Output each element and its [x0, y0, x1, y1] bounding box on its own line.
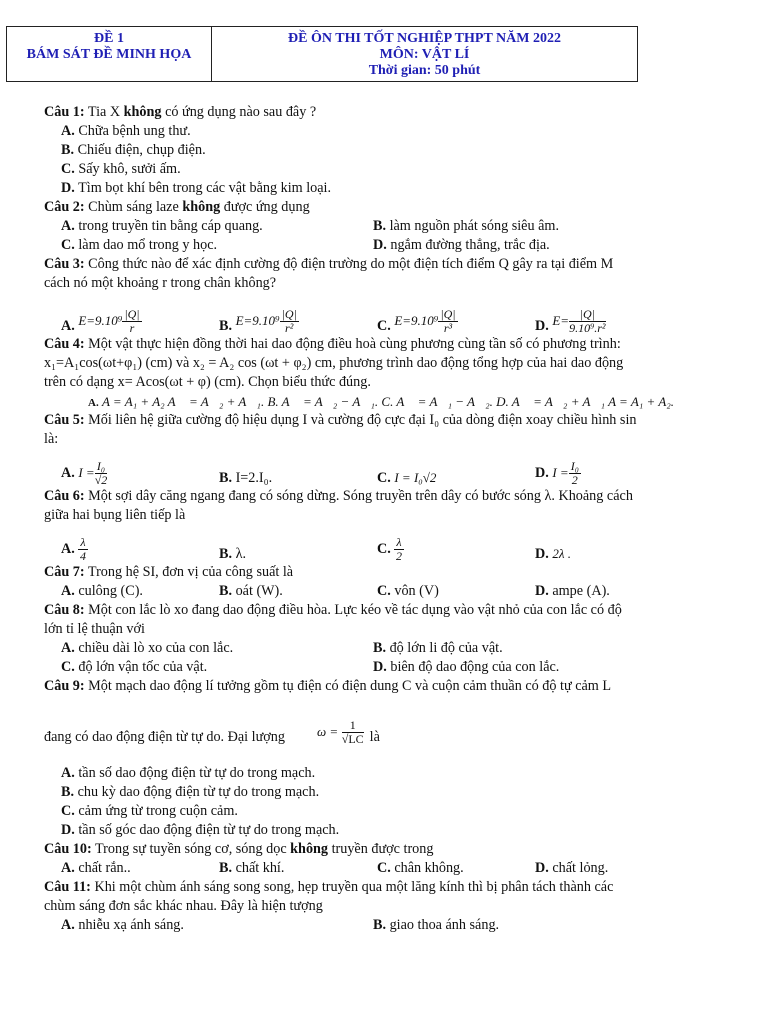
exam-subject: MÔN: VẬT LÍ [379, 47, 470, 62]
question-text: Công thức nào để xác định cường độ điện trường do một điện tích điểm Q gây ra tại điểm M [88, 256, 614, 272]
answer-label: A. [61, 860, 75, 876]
answer-text: trong truyền tin bằng cáp quang. [78, 218, 263, 234]
question-3 [44, 255, 734, 274]
answer-d [535, 546, 693, 563]
answer-c [377, 536, 535, 563]
answer-label: B. [373, 640, 387, 656]
answer-row [44, 639, 734, 658]
answer-label: A. [61, 765, 75, 781]
answer-label: B. [61, 784, 75, 800]
answer-b [219, 582, 377, 601]
question-text-cont: giữa hai bụng liên tiếp là [44, 507, 186, 523]
answer-text: chất khí. [235, 860, 285, 876]
answer-label: C. [377, 318, 391, 334]
answer-text: biên độ dao động của con lắc. [390, 659, 560, 675]
question-number: Câu 3: [44, 256, 85, 272]
formula-lhs: ω = [316, 723, 339, 739]
answer-a [61, 859, 219, 878]
question-number: Câu 1: [44, 104, 85, 120]
spacer [44, 750, 734, 764]
header-right [212, 27, 637, 81]
question-emphasis: không [290, 841, 329, 857]
answer-text: ngắm đường thẳng, trắc địa. [390, 237, 550, 253]
answer-text: Chữa bệnh ung thư. [78, 123, 191, 139]
question-number: Câu 7: [44, 564, 85, 580]
answer-label: A. [61, 640, 75, 656]
exam-tag: BÁM SÁT ĐỀ MINH HỌA [26, 47, 192, 62]
formula-lhs: E=9.10⁹ [394, 312, 439, 328]
answer-label: B. [219, 470, 233, 486]
exam-header [6, 26, 638, 82]
question-number: Câu 8: [44, 602, 85, 618]
fraction [569, 308, 605, 335]
fraction [342, 719, 364, 746]
denominator: 9.10⁹.r² [569, 321, 606, 335]
answer-text: Tìm bọt khí bên trong các vật bằng kim loại. [78, 180, 332, 196]
numerator: |Q| [440, 307, 456, 321]
omega-formula [317, 719, 364, 746]
question-2 [44, 198, 734, 217]
answer-label: C. [61, 237, 75, 253]
numerator: I₀ [570, 459, 579, 473]
question-list [44, 103, 734, 935]
question-number: Câu 5: [44, 412, 85, 428]
answer-label: C. [377, 583, 391, 599]
answer-label: A. [61, 540, 75, 557]
answer-b [219, 546, 377, 563]
question-text: Một sợi dây căng ngang đang có sóng dừng. Sóng truyền trên dây có bước sóng λ. Khoảng cách [88, 488, 633, 504]
denominator: √2 [94, 473, 108, 487]
question-text-cont: trên có dạng x= Acos(ωt + φ) (cm). Chọn biểu thức đúng. [44, 374, 371, 390]
answer-label: D. [61, 822, 75, 838]
numerator: |Q| [281, 307, 297, 321]
answer-row [44, 525, 734, 563]
answer-text: Chiếu điện, chụp điện. [77, 142, 206, 158]
question-number: Câu 11: [44, 879, 91, 895]
denominator: 4 [79, 549, 86, 563]
answer-text: chân không. [394, 860, 464, 876]
question-text: Khi một chùm ánh sáng song song, hẹp truyền qua một lăng kính thì bị phân tách thành các [94, 879, 614, 895]
question-5 [44, 411, 734, 430]
answer-b [373, 916, 685, 935]
answer-label: A. [61, 583, 75, 599]
numerator: λ [396, 535, 402, 549]
question-text-cont: là: [44, 431, 59, 447]
question-text: Một vật thực hiện đồng thời hai dao động điều hoà cùng phương cùng tần số có phương trình: [88, 336, 621, 352]
denominator: 2 [571, 473, 578, 487]
answer-row [44, 859, 734, 878]
numerator: λ [80, 535, 86, 549]
answer-label: A. [61, 123, 75, 139]
answer-d [535, 460, 693, 487]
answer-text: Sấy khô, sưởi ấm. [78, 161, 181, 177]
question-text: Một con lắc lò xo đang dao động điều hòa. Lực kéo về tác dụng vào vật nhỏ của con lắc có độ [88, 602, 622, 618]
answer-b [219, 308, 377, 335]
fraction [95, 460, 108, 487]
answer-formulas: A = A₁ + A₂ A⃗ = A⃗₂ + A⃗₁. B. A⃗ = A⃗₂ − A⃗₁. C. A⃗ = A⃗₁ − A⃗₂. D. A⃗ = A⃗₂ + A⃗₁ A = A₁ + A₂. [101, 394, 675, 409]
answer-text: chất lỏng. [552, 860, 609, 876]
answer-b [373, 639, 685, 658]
formula-lhs: I = [78, 464, 95, 480]
answer-text: làm dao mổ trong y học. [78, 237, 218, 253]
answer-label: D. [373, 659, 387, 675]
question-text-cont: x₁=A₁cos(ωt+φ₁) (cm) và x₂ = A₂ cos (ωt + φ₂) cm, phương trình dao động tổng hợp của hai dao động [44, 355, 624, 371]
question-text-cont [44, 696, 734, 750]
answer-a [61, 460, 219, 487]
answer-options-inline [44, 392, 734, 411]
question-7 [44, 563, 734, 582]
answer-label: D. [61, 180, 75, 196]
answer-row [44, 582, 734, 601]
answer-c [377, 859, 535, 878]
question-8 [44, 601, 734, 620]
question-text-cont: lớn tỉ lệ thuận với [44, 621, 145, 637]
formula-lhs: E=9.10⁹ [235, 312, 280, 328]
question-text: Mối liên hệ giữa cường độ hiệu dụng I và cường độ cực đại I₀ của dòng điện xoay chiều hình sin [88, 412, 637, 428]
answer-c [377, 582, 535, 601]
answer-a [61, 308, 219, 335]
answer-label: B. [373, 917, 387, 933]
question-11 [44, 878, 734, 897]
answer-d [535, 308, 693, 335]
answer-a [61, 639, 373, 658]
answer-text: ampe (A). [552, 583, 610, 599]
answer-label: C. [61, 803, 75, 819]
answer-d [44, 179, 734, 198]
fraction [280, 308, 299, 335]
answer-b [219, 859, 377, 878]
answer-label: D. [535, 546, 549, 562]
answer-text: chu kỳ dao động điện từ tự do trong mạch. [77, 784, 320, 800]
fraction [122, 308, 141, 335]
answer-c [377, 470, 535, 487]
answer-c [44, 802, 734, 821]
answer-a [61, 582, 219, 601]
answer-label: C. [377, 860, 391, 876]
answer-text: tần số góc dao động điện từ tự do trong mạch. [78, 822, 340, 838]
question-9 [44, 677, 734, 696]
answer-c [61, 658, 373, 677]
answer-label: A. [61, 218, 75, 234]
answer-text: chất rắn.. [78, 860, 131, 876]
formula-lhs: E= [552, 312, 570, 328]
question-10 [44, 840, 734, 859]
answer-text: vôn (V) [394, 583, 439, 599]
answer-a [44, 764, 734, 783]
answer-label: B. [61, 142, 75, 158]
question-text: truyền được trong [328, 841, 434, 857]
question-text-cont: cách nó một khoảng r trong chân không? [44, 275, 277, 291]
answer-row [44, 293, 734, 335]
answer-label: D. [535, 318, 549, 334]
fraction [78, 536, 87, 563]
answer-label: A. [61, 464, 75, 481]
question-emphasis: không [182, 199, 221, 215]
question-1 [44, 103, 734, 122]
formula-lhs: I = [552, 464, 569, 480]
answer-a [61, 916, 373, 935]
answer-a [44, 122, 734, 141]
answer-row [44, 916, 734, 935]
answer-c [61, 236, 373, 255]
question-text: Trong hệ SI, đơn vị của công suất là [87, 564, 294, 580]
fraction [569, 460, 581, 487]
exam-number: ĐỀ 1 [94, 31, 124, 46]
answer-label: C. [61, 161, 75, 177]
answer-b [219, 470, 377, 487]
answer-a [61, 536, 219, 563]
answer-text: I = I₀√2 [394, 470, 437, 485]
question-text: Chùm sáng laze [88, 199, 183, 215]
fraction [394, 536, 403, 563]
answer-text: làm nguồn phát sóng siêu âm. [389, 218, 560, 234]
answer-label: A. [61, 318, 75, 334]
question-text: là [369, 729, 380, 745]
answer-label: D. [535, 464, 549, 481]
answer-text: chiều dài lò xo của con lắc. [78, 640, 234, 656]
answer-label: C. [377, 540, 391, 557]
fraction [438, 308, 457, 335]
question-number: Câu 6: [44, 488, 85, 504]
answer-text: giao thoa ánh sáng. [389, 917, 500, 933]
denominator: r² [285, 321, 294, 335]
answer-b [373, 217, 685, 236]
question-number: Câu 10: [44, 841, 92, 857]
answer-label: B. [219, 860, 233, 876]
answer-d [44, 821, 734, 840]
answer-label: D. [535, 860, 549, 876]
question-text-cont: chùm sáng đơn sắc khác nhau. Đây là hiện tượng [44, 898, 323, 914]
answer-c [377, 308, 535, 335]
numerator: I₀ [95, 460, 108, 474]
answer-b [44, 783, 734, 802]
answer-text: độ lớn vận tốc của vật. [78, 659, 208, 675]
answer-d [535, 582, 693, 601]
denominator: r [129, 321, 135, 335]
answer-text: I=2.I₀. [235, 470, 273, 486]
exam-time: Thời gian: 50 phút [368, 63, 481, 78]
answer-row [44, 658, 734, 677]
answer-label: B. [219, 318, 233, 334]
answer-d [535, 859, 693, 878]
answer-text: cảm ứng từ trong cuộn cảm. [78, 803, 238, 819]
numerator: |Q| [124, 307, 140, 321]
numerator: |Q| [569, 308, 605, 322]
answer-label: A. [88, 397, 99, 409]
answer-label: C. [377, 470, 391, 486]
answer-label: B. [219, 546, 233, 562]
question-text: Tia X [87, 104, 124, 120]
answer-label: B. [373, 218, 387, 234]
answer-d [373, 658, 685, 677]
question-6 [44, 487, 734, 506]
answer-label: D. [535, 583, 549, 599]
exam-title: ĐỀ ÔN THI TỐT NGHIỆP THPT NĂM 2022 [288, 31, 561, 46]
answer-text: 2λ . [552, 546, 571, 561]
question-4 [44, 335, 734, 354]
answer-label: A. [61, 917, 75, 933]
answer-a [61, 217, 373, 236]
question-emphasis: không [123, 104, 162, 120]
answer-row [44, 236, 734, 255]
answer-row [44, 449, 734, 487]
answer-label: D. [373, 237, 387, 253]
formula-lhs: E=9.10⁹ [78, 312, 123, 328]
question-text: Một mạch dao động lí tưởng gồm tụ điện có điện dung C và cuộn cảm thuần có độ tự cảm L [88, 678, 612, 694]
answer-text: culông (C). [78, 583, 143, 599]
denominator: r³ [443, 321, 453, 335]
answer-c [44, 160, 734, 179]
answer-text: tần số dao động điện từ tự do trong mạch. [78, 765, 316, 781]
header-left [7, 27, 212, 81]
question-number: Câu 9: [44, 678, 85, 694]
question-text: đang có dao động điện từ tự do. Đại lượng [44, 729, 285, 745]
question-text: được ứng dụng [220, 199, 310, 215]
answer-row [44, 217, 734, 236]
denominator: √LC [341, 732, 364, 746]
answer-text: nhiễu xạ ánh sáng. [78, 917, 184, 933]
answer-label: B. [219, 583, 233, 599]
answer-d [373, 236, 685, 255]
answer-text: độ lớn li độ của vật. [389, 640, 503, 656]
question-number: Câu 4: [44, 336, 85, 352]
answer-text: oát (W). [235, 583, 283, 599]
question-number: Câu 2: [44, 199, 85, 215]
question-text: có ứng dụng nào sau đây ? [161, 104, 317, 120]
question-text: Trong sự tuyền sóng cơ, sóng dọc [95, 841, 291, 857]
numerator: 1 [342, 719, 364, 733]
denominator: 2 [395, 549, 402, 563]
answer-b [44, 141, 734, 160]
answer-label: C. [61, 659, 75, 675]
answer-text: λ. [235, 546, 246, 562]
